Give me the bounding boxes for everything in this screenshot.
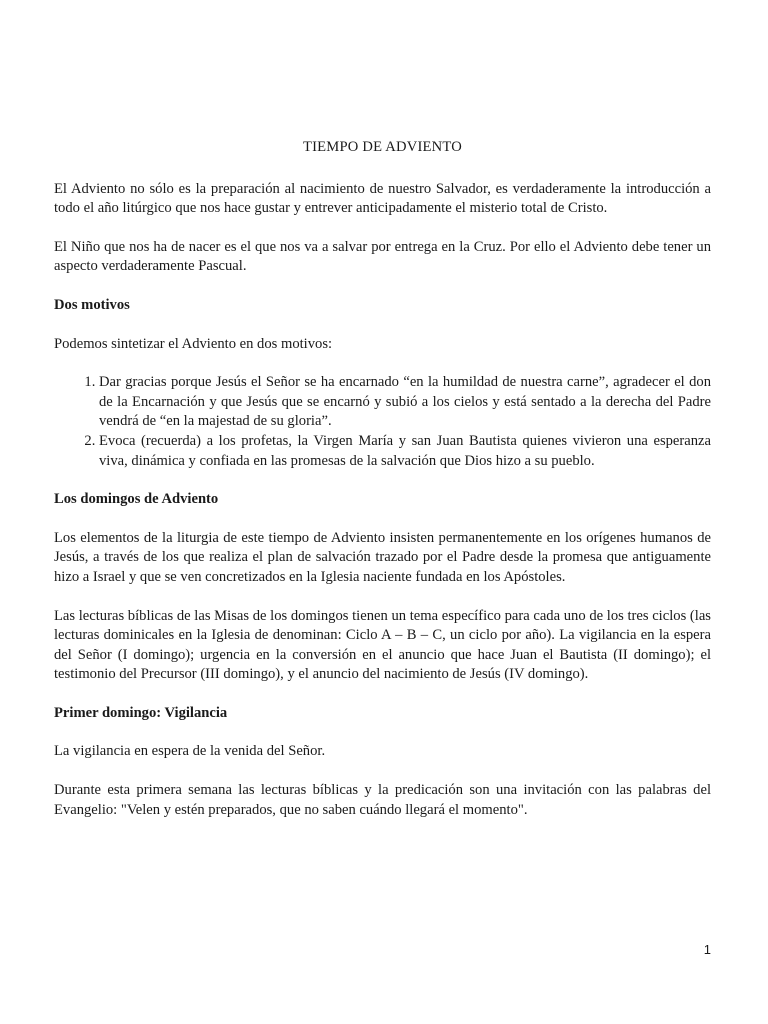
document-page [54, 138, 711, 839]
paragraph-primer-domingo-1: La vigilancia en espera de la venida del Señor. [54, 743, 326, 760]
numbered-list-motivos [54, 373, 711, 471]
list-item: 1. Dar gracias porque Jesús el Señor se ha encarnado “en la humildad de nuestra carne”, agradecer el don de la Encarnación y que Jesús que se encarnó y subió a los cielos y está sentado a la derecha del Padre vendrá de “en la majestad de su gloria”. [99, 373, 711, 432]
document-title: TIEMPO DE ADVIENTO [303, 139, 462, 155]
page-number: 1 [703, 942, 711, 957]
section-heading-dos-motivos: Dos motivos [54, 296, 130, 313]
list-item: 2. Evoca (recuerda) a los profetas, la Virgen María y san Juan Bautista quienes vivieron una esperanza viva, dinámica y confiada en las promesas de la salvación que Dios hizo a su pueblo. [99, 432, 711, 471]
paragraph-domingos-1: Los elementos de la liturgia de este tiempo de Adviento insisten permanentemente en los orígenes humanos de Jesús, a través de los que realiza el plan de salvación trazado por el Padre desde la promesa que antiguamente hizo a Israel y que se ven concretizados en la Iglesia naciente fundada en los Apóstoles. [54, 529, 711, 585]
section-heading-primer-domingo: Primer domingo: Vigilancia [54, 704, 228, 721]
section-heading-domingos: Los domingos de Adviento [54, 491, 219, 508]
paragraph-primer-domingo-2: Durante esta primera semana las lecturas bíblicas y la predicación son una invitación con las palabras del Evangelio: "Velen y estén preparados, que no saben cuándo llegará el momento". [54, 782, 711, 818]
paragraph-intro-1: El Adviento no sólo es la preparación al nacimiento de nuestro Salvador, es verdaderamente la introducción a todo el año litúrgico que nos hace gustar y entrever anticipadamente el misterio total de Cristo. [54, 180, 711, 217]
paragraph-dos-motivos-intro: Podemos sintetizar el Adviento en dos motivos: [54, 335, 333, 352]
paragraph-domingos-2: Las lecturas bíblicas de las Misas de los domingos tienen un tema específico para cada uno de los tres ciclos (las lecturas dominicales en la Iglesia de denominan: Ciclo A – B – C, un ciclo por año). La vigilancia en la espera del Señor (I domingo); urgencia en la conversión en el anuncio que hace Juan el Bautista (II domingo); el testimonio del Precursor (III domingo), y el anuncio del nacimiento de Jesús (IV domingo). [54, 607, 711, 683]
paragraph-intro-2: El Niño que nos ha de nacer es el que nos va a salvar por entrega en la Cruz. Por ello el Adviento debe tener un aspecto verdaderamente Pascual. [54, 238, 711, 275]
